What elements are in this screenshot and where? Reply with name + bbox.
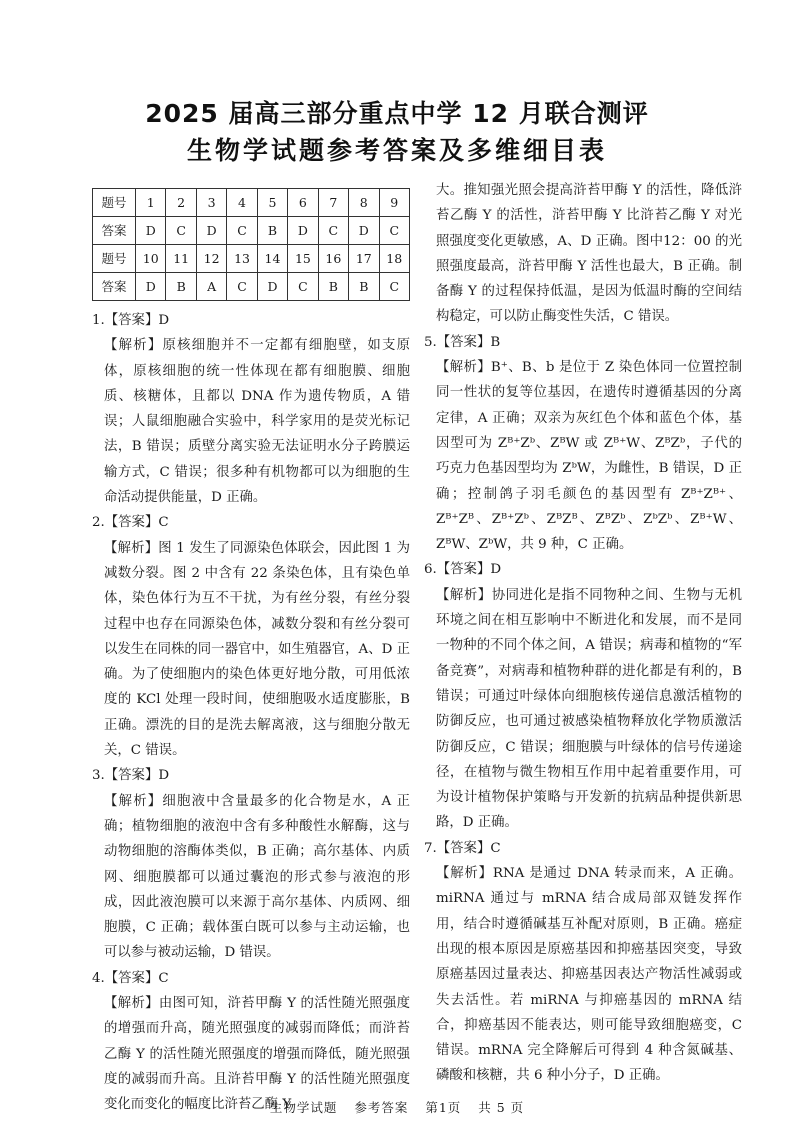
table-cell: A xyxy=(196,273,226,301)
page-title: 2025 届高三部分重点中学 12 月联合测评 xyxy=(145,99,649,128)
table-cell: C xyxy=(379,217,410,245)
table-cell: D xyxy=(349,217,379,245)
analysis-text: 【解析】协同进化是指不同物种之间、生物与无机环境之间在相互影响中不断进化和发展，而不是同一物种的不同个体之间，A 错误；病毒和植物的“军备竞赛”，对病毒和植物种群的进化都是有利的，B 错误；可通过叶绿体向细胞核传递信息激活植物的防御反应，也可通过被感染植物释放化学物质激活防御反应，C 错误；细胞膜与叶绿体的信号传递途径，在植物与微生物相互作用中起着重要作用，可为设计植物保护策略与开发新的抗病品种提供新思路，D 正确。 xyxy=(436,587,742,831)
answer-table xyxy=(92,188,410,301)
table-cell: 14 xyxy=(257,245,287,273)
table-cell: 9 xyxy=(379,189,410,217)
table-row xyxy=(93,217,410,245)
table-cell: 15 xyxy=(288,245,318,273)
table-cell: D xyxy=(136,273,166,301)
left-column xyxy=(92,178,410,1118)
analysis-text-continued: 大。推知强光照会提高浒苔甲酶 Y 的活性，降低浒苔乙酶 Y 的活性，浒苔甲酶 Y 比浒苔乙酶 Y 对光照强度变化更敏感，A、D 正确。图中12：00 的光照强度最高，浒苔甲酶 Y 活性也最大，B 正确。制备酶 Y 的过程保持低温，是因为低温时酶的空间结构稳定，可以防止酶变性失活，C 错误。 xyxy=(436,183,742,325)
table-cell: 3 xyxy=(196,189,226,217)
question-1 xyxy=(92,308,410,510)
table-cell: 16 xyxy=(318,245,348,273)
table-cell: C xyxy=(288,273,318,301)
table-cell: 1 xyxy=(136,189,166,217)
question-7 xyxy=(424,836,742,1089)
question-3 xyxy=(92,763,410,965)
table-cell: 12 xyxy=(196,245,226,273)
answer-line: 3.【答案】D xyxy=(92,768,170,784)
analysis-text: 【解析】细胞液中含量最多的化合物是水，A 正确；植物细胞的液泡中含有多种酸性水解酶，这与动物细胞的溶酶体类似，B 正确；高尔基体、内质网、细胞膜都可以通过囊泡的形式参与液泡的形成，因此液泡膜可以来源于高尔基体、内质网、细胞膜，C 正确；载体蛋白既可以参与主动运输，也可以参与被动运输，D 错误。 xyxy=(104,793,410,961)
question-6 xyxy=(424,557,742,835)
table-cell: C xyxy=(166,217,196,245)
table-cell: D xyxy=(136,217,166,245)
table-cell: D xyxy=(288,217,318,245)
table-row xyxy=(93,273,410,301)
answer-line: 7.【答案】C xyxy=(424,840,501,856)
analysis-text: 【解析】RNA 是通过 DNA 转录而来，A 正确。miRNA 通过与 mRNA 结合成局部双链发挥作用，结合时遵循碱基互补配对原则，B 正确。癌症出现的根本原因是原癌基因和抑癌基因突变，导致原癌基因过量表达、抑癌基因表达产物活性减弱或失去活性。若 miRNA 与抑癌基因的 mRNA 结合，抑癌基因不能表达，则可能导致细胞癌变，C 错误。mRNA 完全降解后可得到 4 种含氮碱基、磷酸和核糖，共 6 种小分子，D 正确。 xyxy=(436,866,742,1084)
footer-page: 第1页 xyxy=(425,1100,462,1115)
analysis-text: 【解析】由图可知，浒苔甲酶 Y 的活性随光照强度的增强而升高，随光照强度的减弱而降低；而浒苔乙酶 Y 的活性随光照强度的增强而降低，随光照强度的减弱而升高。且浒苔甲酶 Y 的活性随光照强度变化而变化的幅度比浒苔乙酶 Y xyxy=(104,996,410,1113)
page-subtitle: 生物学试题参考答案及多维细目表 xyxy=(186,136,607,165)
table-cell: B xyxy=(257,217,287,245)
table-cell: C xyxy=(227,273,257,301)
row-header: 题号 xyxy=(93,245,136,273)
analysis-text: 【解析】原核细胞并不一定都有细胞壁，如支原体，原核细胞的统一性体现在都有细胞膜、细胞质、核糖体，且都以 DNA 作为遗传物质，A 错误；人鼠细胞融合实验中，科学家用的是荧光标记法，B 错误；质壁分离实验无法证明水分子跨膜运输方式，C 错误；很多种有机物都可以为细胞的生命活动提供能量，D 正确。 xyxy=(104,338,410,506)
table-cell: 17 xyxy=(349,245,379,273)
table-cell: B xyxy=(349,273,379,301)
question-2 xyxy=(92,510,410,763)
table-cell: 2 xyxy=(166,189,196,217)
table-cell: 18 xyxy=(379,245,410,273)
footer-label: 参考答案 xyxy=(354,1100,409,1115)
table-cell: 6 xyxy=(288,189,318,217)
table-cell: C xyxy=(318,217,348,245)
analysis-text: 【解析】图 1 发生了同源染色体联会，因此图 1 为减数分裂。图 2 中含有 22 条染色体，且有染色单体，染色体行为互不干扰，为有丝分裂，有丝分裂过程中也存在同源染色体，减数分裂和有丝分裂可以发生在同株的同一器官中，如生殖器官，A、D 正确。为了使细胞内的染色体更好地分散，可用低浓度的 KCl 处理一段时间，使细胞吸水适度膨胀，B 正确。漂洗的目的是洗去解离液，这与细胞分散无关，C 错误。 xyxy=(104,540,410,759)
answer-line: 6.【答案】D xyxy=(424,562,502,578)
footer-total: 共 5 页 xyxy=(478,1100,525,1115)
table-cell: 11 xyxy=(166,245,196,273)
table-cell: C xyxy=(379,273,410,301)
answer-line: 2.【答案】C xyxy=(92,515,169,531)
table-cell: 10 xyxy=(136,245,166,273)
page-footer xyxy=(0,1098,794,1116)
table-cell: 7 xyxy=(318,189,348,217)
table-cell: 5 xyxy=(257,189,287,217)
question-4 xyxy=(92,966,410,1118)
right-column xyxy=(424,178,742,1089)
row-header: 题号 xyxy=(93,189,136,217)
table-cell: 8 xyxy=(349,189,379,217)
footer-subject: 生物学试题 xyxy=(269,1100,338,1115)
answer-line: 1.【答案】D xyxy=(92,313,170,328)
answer-line: 5.【答案】B xyxy=(424,334,501,350)
table-cell: D xyxy=(257,273,287,301)
table-row xyxy=(93,245,410,273)
answer-line: 4.【答案】C xyxy=(92,970,169,986)
table-cell: D xyxy=(196,217,226,245)
question-5 xyxy=(424,330,742,558)
table-row xyxy=(93,189,410,217)
table-cell: 4 xyxy=(227,189,257,217)
table-cell: C xyxy=(227,217,257,245)
table-cell: B xyxy=(318,273,348,301)
table-cell: 13 xyxy=(227,245,257,273)
table-cell: B xyxy=(166,273,196,301)
analysis-text: 【解析】B⁺、B、b 是位于 Z 染色体同一位置控制同一性状的复等位基因，在遗传时遵循基因的分离定律，A 正确；双亲为灰红色个体和蓝色个体，基因型可为 Zᴮ⁺Zᵇ、ZᴮW 或 Zᴮ⁺W、ZᴮZᵇ，子代的巧克力色基因型均为 ZᵇW，为雌性，B 错误，D 正确；控制鸽子羽毛颜色的基因型有 Zᴮ⁺Zᴮ⁺、Zᴮ⁺Zᴮ、Zᴮ⁺Zᵇ、ZᴮZᴮ、ZᴮZᵇ、ZᵇZᵇ、Zᴮ⁺W、ZᴮW、ZᵇW，共 9 种，C 正确。 xyxy=(436,360,742,553)
row-header: 答案 xyxy=(93,273,136,301)
row-header: 答案 xyxy=(93,217,136,245)
